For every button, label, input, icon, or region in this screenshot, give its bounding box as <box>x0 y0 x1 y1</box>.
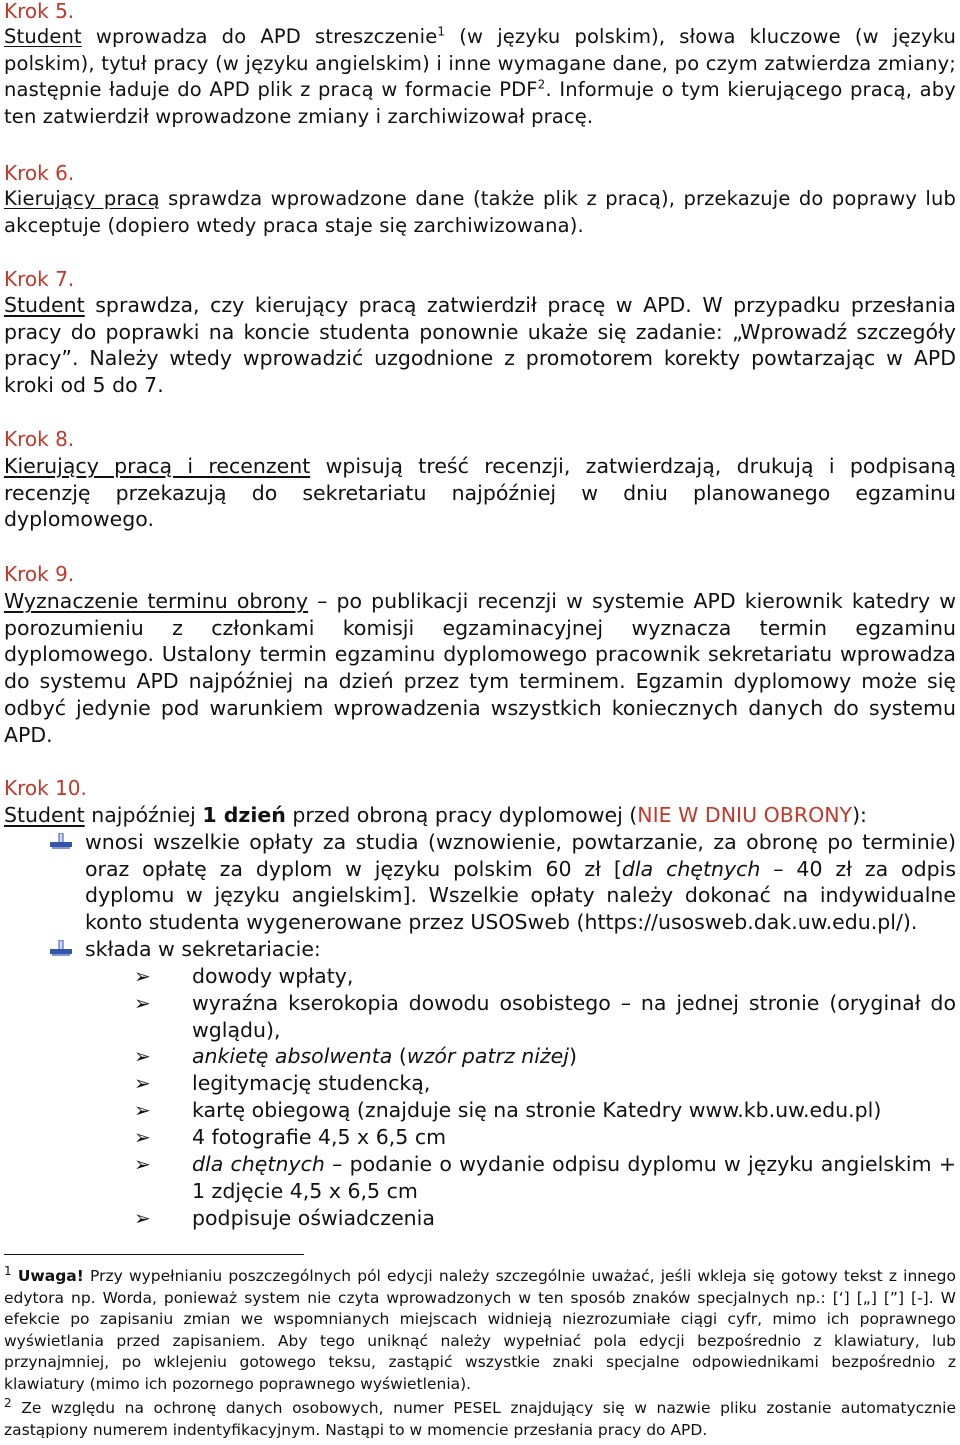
step7-paragraph: Student sprawdza, czy kierujący pracą zatwierdził pracę w APD. W przypadku przesłania pracy do poprawki na koncie studenta ponownie ukaże się zadanie: „Wprowadź szczegóły pracy”. Należy wtedy wprowadzić uzgodnione z promotorem korekty powtarzając w APD kroki od 5 do 7. <box>4 293 956 398</box>
blue-stacked-bullet-icon <box>50 940 72 958</box>
blue-stacked-bullet-icon <box>50 833 72 851</box>
footnote-warning: Uwaga! <box>17 1267 84 1285</box>
subitem-english-diploma: dla chętnych – podanie o wydanie odpisu dyplomu w języku angielskim + 1 zdjęcie 4,5 x 6,5 cm <box>192 1152 956 1203</box>
bullet-fees: wnosi wszelkie opłaty za studia (wznowienie, powtarzanie, za obronę po terminie) oraz opłatę za dyplom w języku polskim 60 zł [dla chętnych – 40 zł za odpis dyplomu w języku angielskim]. Wszelkie opłaty należy dokonać na indywidualne konto studenta wygenerowane przez USOSweb (https://usosweb.dak.uw.edu.pl/). <box>85 830 956 935</box>
step10-heading: Krok 10. <box>4 776 87 800</box>
subitem-id-copy: wyraźna kserokopia dowodu osobistego – na jednej stronie (oryginał do wglądu), <box>192 991 956 1042</box>
subitem-payment-proofs: dowody wpłaty, <box>192 964 354 988</box>
footnote-ref-1[interactable]: 1 <box>437 24 446 39</box>
step5-heading: Krok 5. <box>4 0 75 23</box>
subitem-clearance-card: kartę obiegową (znajduje się na stronie Katedry www.kb.uw.edu.pl) <box>192 1098 882 1122</box>
step6-paragraph: Kierujący pracą sprawdza wprowadzone dane (także plik z pracą), przekazuje do poprawy lub akceptuje (dopiero wtedy praca staje się zarchiwizowana). <box>4 187 957 237</box>
bullet-submit: składa w sekretariacie: <box>85 937 321 961</box>
footnote-1: $^1$ Uwaga! Przy wypełnianiu poszczególnych pól edycji należy szczególnie uważać, jeśli wkleja się gotowy tekst z innego edytora np. Worda, ponieważ system nie czyta wprowadzonych w ten sposób znaków specjalnych np.: [‘] [„] [”] [-]. W efekcie po zapisaniu zmian we wspomnianych miejscach widnieją niezrozumiałe ciągi cyfr, mimo ich poprawnego wyświetlania przed zapisaniem. Aby tego uniknąć należy wypełniać pola edycji bezpośrednio z klawiatury, lub przynajmniej, po wklejeniu gotowego teksu, zastąpić wszystkie znaki specjalne odpowiednikami bezpośrednio z klawiatury (mimo ich pozornego poprawnego wyświetlenia). <box>4 1263 956 1393</box>
arrow-bullet-icon: ➢ <box>134 1152 151 1176</box>
step5-actor: Student <box>4 25 82 48</box>
footnote-ref-2[interactable]: 2 <box>537 77 546 92</box>
step6-actor: Kierujący pracą <box>4 187 160 210</box>
step5-paragraph: Student wprowadza do APD streszczenie$^1$ (w języku polskim), słowa kluczowe (w języku polskim), tytuł pracy (w języku angielskim) i inne wymagane dane, po czym zatwierdza zmiany; następnie ładuje do APD plik z pracą w formacie PDF$^2$. Informuje o tym kierującego pracą, aby ten zatwierdził wprowadzone zmiany i zarchiwizował pracę. <box>4 24 956 129</box>
step10-intro: Student najpóźniej 1 dzień przed obroną pracy dyplomowej (NIE W DNIU OBRONY): <box>4 803 867 827</box>
subitem-photos: 4 fotografie 4,5 x 6,5 cm <box>192 1125 447 1149</box>
step9-heading: Krok 9. <box>4 562 75 586</box>
footnote-2: $^2$ Ze względu na ochronę danych osobowych, numer PESEL znajdujący się w nazwie pliku zostanie automatycznie zastąpiony numerem indentyfikacyjnym. Nastąpi to w momencie przesłania pracy do APD. <box>4 1395 956 1439</box>
step8-heading: Krok 8. <box>4 427 75 451</box>
footnote-separator <box>4 1254 304 1255</box>
arrow-bullet-icon: ➢ <box>134 1125 151 1149</box>
arrow-bullet-icon: ➢ <box>134 991 151 1015</box>
step8-actor: Kierujący pracą i recenzent <box>4 454 311 478</box>
step9-paragraph: Wyznaczenie terminu obrony – po publikacji recenzji w systemie APD kierownik katedry w porozumieniu z członkami komisji egzaminacyjnej wyznacza termin egzaminu dyplomowego. Ustalony termin egzaminu dyplomowego pracownik sekretariatu wprowadza do systemu APD najpóźniej na dzień przez tym terminem. Egzamin dyplomowy może się odbyć jedynie pod warunkiem wprowadzenia wszystkich koniecznych danych do systemu APD. <box>4 589 956 747</box>
subitem-student-id: legitymację studencką, <box>192 1071 431 1095</box>
step8-paragraph: Kierujący pracą i recenzent wpisują treść recenzji, zatwierdzają, drukują i podpisaną recenzję przekazują do sekretariatu najpóźniej w dniu planowanego egzaminu dyplomowego. <box>4 454 956 532</box>
arrow-bullet-icon: ➢ <box>134 1098 151 1122</box>
step7-actor: Student <box>4 293 85 317</box>
subitem-declarations: podpisuje oświadczenia <box>192 1206 435 1230</box>
step7-heading: Krok 7. <box>4 267 75 291</box>
subitem-survey: ankietę absolwenta (wzór patrz niżej) <box>192 1044 577 1068</box>
arrow-bullet-icon: ➢ <box>134 1044 151 1068</box>
not-on-defense-day: NIE W DNIU OBRONY <box>637 803 853 827</box>
step6-heading: Krok 6. <box>4 161 75 185</box>
step9-actor: Wyznaczenie terminu obrony <box>4 589 309 613</box>
step10-actor: Student <box>4 803 85 827</box>
arrow-bullet-icon: ➢ <box>134 964 151 988</box>
arrow-bullet-icon: ➢ <box>134 1071 151 1095</box>
arrow-bullet-icon: ➢ <box>134 1206 151 1230</box>
